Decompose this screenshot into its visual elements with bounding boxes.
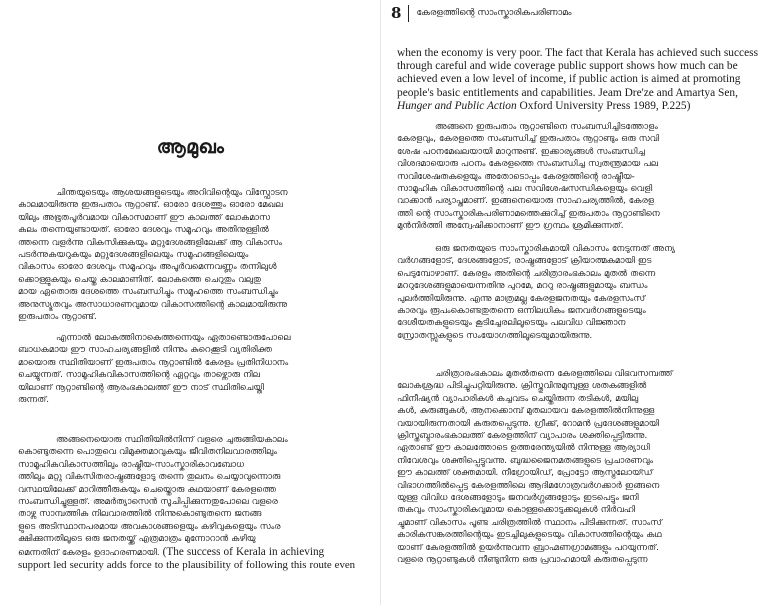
text-line: ഇരുപതാം നൂറ്റാണ്ട്.	[18, 312, 97, 323]
text-line: ത്തന്നെ വളർന്നു വികസിക്കുകയും മറ്റുദേശങ്ങളിലേക്ക് ആ വികാസം	[18, 237, 283, 248]
text-line: ചെയ്യുന്നത്. സാമൂഹികവികാസത്തിന്റെ ഏറ്റവും താഴ്ന്നൊരു നില	[18, 370, 260, 381]
text-line: മററുദേശങ്ങളുമായെന്നതിനു പുറമേ, മററു രാഷ്ട്രങ്ങളുമായും ബന്ധം	[397, 281, 648, 292]
text-line: അനുസ്യൂതവും അസാധാരണവുമായ വികാസത്തിന്റെ കാലമായിരുന്നു	[18, 299, 288, 310]
text-line: കൊണ്ടുതന്നെ പൊതുവെ വിമുക്തമാവുകയും ജീവിതനിലവാരത്തിലും	[18, 447, 277, 458]
text-line: ചരിത്രാരംഭകാലം മുതൽതന്നെ കേരളത്തിലെ വിഭവസമ്പത്ത്	[435, 369, 673, 379]
text-line: വർഗങ്ങളോട്, ദേശങ്ങളോട്, രാഷ്ട്രങ്ങളോട് ക്രിയാത്മകമായി ഇട	[397, 256, 652, 267]
text-line: ഏതാണ്ട് ഈ കാലത്തോടെ ഉത്തരേന്ത്യയിൽ നിന്നുള്ള ആര്യാധി	[397, 443, 650, 454]
page-title: ആമുഖം	[156, 136, 225, 158]
text-line: പുലർത്തിയിരുന്നു. എന്നു മാത്രമല്ല കേരളജനതയും കേരളസംസ്	[397, 293, 646, 304]
english-quote	[397, 47, 758, 113]
text-line: കാലമായിരുന്നു ഇരുപതാം നൂറ്റാണ്ട്. ഓരോ ദേശത്തും ഓരോ മേഖല	[18, 200, 283, 211]
text-line	[18, 546, 366, 559]
text-line: കൾ, കുരുങ്ങുകൾ, ആനക്കൊമ്പ് മുതലായവ കേരളത്തിൽനിന്നുള്ള	[397, 406, 655, 417]
text-line: ത്തി ന്റെ സാംസ്കാരികപരിണാമത്തെക്കുറിച്ച് ഇരുപതാം നൂറ്റാണ്ടിനെ	[397, 208, 660, 219]
text-line: കാരികസങ്കരത്തിന്റെയും ഇടച്ചിലുകളുടെയും വികാസത്തിന്റെയും കഥ	[397, 530, 662, 541]
text-fragment: മെന്നതിന് കേരളം ഉദാഹരണമായി.	[18, 547, 160, 558]
english-fragment: (The success of Kerala in achieving	[162, 545, 325, 558]
right-paragraph-2	[397, 243, 748, 342]
text-line: വളരെ നൂറ്റാണ്ടുകൾ നീണ്ടുനിന്ന ഒരു പ്രവാഹമായി കരുതപ്പെടുന്ന	[397, 555, 648, 566]
text-line: യുള്ള വിവിധ ദേശങ്ങളോടും ജനവർഗ്ഗങ്ങളോടും ഇടപെട്ടും ജനി	[397, 493, 639, 504]
text-line: വിശദമായൊരു പഠനം കേരളത്തെ സംബന്ധിച്ച സ്വതന്ത്രമായ പല	[397, 159, 659, 170]
right-page	[381, 0, 762, 605]
text-line: അങ്ങനെയൊരു സ്ഥിതിയിൽനിന്ന് വളരെ ചുരുങ്ങിയകാലം	[56, 435, 288, 445]
text-line: ഒരു ജനതയുടെ സാംസ്കാരികമായി വികാസം നേടുന്നത് അന്യ	[435, 244, 675, 254]
text-line: ഫിനീഷ്യൻ വ്യാപാരികൾ കച്ചവടം ചെയ്തിരുന്ന തടികൾ, മയിലു	[397, 393, 639, 404]
text-line: താഴ്ന്ന സാമ്പത്തിക നിലവാരത്തിൽ നിന്നുകൊണ്ടുതന്നെ ജനങ്ങ	[18, 509, 262, 520]
text-line: ലോകശ്രദ്ധ പിടിച്ചുപറ്റിയിരുന്നു. ക്രിസ്തുവിനുമുമ്പുള്ള ശതകങ്ങളിൽ	[397, 381, 647, 392]
text-line: ചിന്തയുടെയും ആശയങ്ങളുടെയും അറിവിന്റെയും വിസ്ഫോടന	[56, 188, 288, 198]
text-line: ത്തിലും മറ്റു വികസിതരാഷ്ട്രങ്ങളോടു തന്നെ തുലനം ചെയ്യാവുന്നൊരു	[18, 472, 281, 483]
text-line: ച്ചുമാണ് വികാസം പൂണ്ട ചരിത്രത്തിൽ സ്ഥാനം പിടിക്കുന്നത്. സാംസ്	[397, 517, 662, 528]
text-line: മുൻനിർത്തി അന്വേഷിക്കാനാണ് ഈ ഗ്രന്ഥം ശ്രമിക്കുന്നത്.	[397, 221, 624, 232]
running-head-title: കേരളത്തിന്റെ സാംസ്കാരികപരിണാമം	[416, 8, 572, 18]
text-line: അങ്ങനെ ഇരുപതാം നൂറ്റാണ്ടിനെ സംബന്ധിച്ചിടത്തോളം	[435, 122, 658, 132]
text-line: നിവേശവും ശക്തിപ്പെട്ടുവന്നു. ബുദ്ധജൈനമതങ്ങളുടെ പ്രചാരണവും	[397, 455, 654, 466]
text-line: സ്രോതസ്സുകളുടെ സംയോഗത്തിലൂടെയുമായിരുന്നു.	[397, 330, 593, 341]
text-line: ഈ കാലത്ത് ശക്തമായി. നീഗ്രോയിഡ്, പ്രോട്ടോ ആസ്ട്രലോയ്ഡ്	[397, 468, 653, 479]
page-number: 8	[391, 4, 402, 22]
text-line: കാരവും രൂപംകൊണ്ടതുതന്നെ ഒന്നിലധികം ജനവർഗങ്ങളുടെയും	[397, 306, 646, 317]
text-line: പെടുമ്പോഴാണ്. കേരളം അതിന്റെ ചരിത്രാരംഭകാലം മുതൽ തന്നെ	[397, 268, 656, 279]
text-line: ളുടെ അടിസ്ഥാനപരമായ അവകാശങ്ങളെയും കഴിവുകളെയും സംര	[18, 521, 281, 532]
publisher: Oxford University Press 1989, P.225)	[516, 99, 691, 112]
text-line: യാണ് കേരളത്തിൽ ഉയർന്നുവന്ന ബ്രാഹ്മണഗ്രാമങ്ങളും പറയുന്നത്.	[397, 542, 659, 553]
text-line: സംബന്ധിച്ചുള്ളത്. അമർത്യാസെൻ സൂചിപ്പിക്കുന്നതുപോലെ വളരെ	[18, 497, 278, 508]
text-line: ദേശീയതകളുടെയും കൂടിച്ചേരലിലൂടെയും പലവിധ വിജ്ഞാന	[397, 318, 626, 329]
text-line: വാക്കാൻ പര്യാപ്തമാണ്. ഇങ്ങനെയൊരു സാഹചര്യത്തിൽ, കേരള	[397, 196, 654, 207]
text-line: യിലാണ് നൂറ്റാണ്ടിന്റെ ആരംഭകാലത്ത് ഈ നാട് സ്ഥിതിചെയ്തി	[18, 382, 264, 393]
text-line: രുന്നത്.	[18, 395, 49, 406]
quote-line: people's basic entitlements and capabilities. Jeam Dre'ze and Amartya Sen,	[397, 86, 738, 99]
text-line: മായ ഏതൊരു ദേശത്തെ സംബന്ധിച്ചും സമൂഹത്തെ സംബന്ധിച്ചും	[18, 287, 279, 298]
text-line: ബാധകമായ ഈ സാഹചര്യങ്ങളിൽ നിന്നും കുറെക്കൂടി വ്യതിരിക്ത	[18, 345, 272, 356]
left-paragraph-2	[18, 332, 366, 406]
text-line: ക്കൊള്ളുകയും ചെയ്ത കാലമാണിത്. ലോകത്തെ ചെറുതും വലുതു	[18, 274, 261, 285]
right-paragraph-3	[397, 368, 748, 567]
quote-line: through careful and wide coverage public support shows how much can be	[397, 60, 738, 73]
text-line: വികാസം ഓരോ ദേശവും സമൂഹവും അപൂർവമെന്നവണ്ണം തന്നിലുൾ	[18, 262, 277, 273]
left-paragraph-1	[18, 187, 366, 323]
text-line: വസ്ഥയിലേക്ക് മാറിത്തീരുകയും ചെയ്തൊരു കഥയാണ് കേരളത്തെ	[18, 484, 277, 495]
text-line: ശേഷ പഠനമേഖലയായി മാറുന്നുണ്ട്. ഇക്കാര്യങ്ങൾ സംബന്ധിച്ച	[397, 146, 645, 157]
english-line: support led security adds force to the plausibility of following this route even	[18, 559, 356, 572]
text-line: വയായിരുന്നതായി കരുതപ്പെടുന്നു. ഗ്രീക്ക്, റോമൻ പ്രദേശങ്ങളുമായി	[397, 418, 659, 429]
text-line: സാമൂഹിക വികാസത്തിന്റെ പല സവിശേഷസന്ധികളെയും വെളി	[397, 184, 653, 195]
text-line: സവിശേഷതകളെയും അതോടൊപ്പം കേരളത്തിന്റെ രാഷ്ട്രീയ-	[397, 171, 635, 182]
text-line: എന്നാൽ ലോകത്തിനാകെത്തന്നെയും ഏതാണ്ടൊരുപോലെ	[56, 333, 291, 343]
text-line: സാമൂഹികവികാസത്തിലും രാഷ്ട്രീയ-സാംസ്കാരികാവബോധ	[18, 459, 244, 470]
quote-citation	[397, 100, 748, 113]
text-line: ക്രിസ്തബ്ദാരംഭകാലത്ത് കേരളത്തിന് വ്യാപാരം ശക്തിപ്പെട്ടിരുന്നു.	[397, 431, 648, 442]
book-title: Hunger and Public Action	[397, 99, 517, 112]
text-line: പടർന്നുകയറുകയും മറ്റുദേശങ്ങളിലെയും സമൂഹങ്ങളിലെയും	[18, 250, 249, 261]
text-line: കലം തന്നെയുണ്ടായത്. ഓരോ ദേശവും സമൂഹവും അതിനുള്ളിൽ	[18, 225, 269, 236]
text-line: കേരളവും, കേരളത്തെ സംബന്ധിച്ച് ഇരുപതാം നൂറ്റാണ്ടും ഒരു സവി	[397, 134, 660, 145]
text-line: ക്ഷിക്കുന്നതിലൂടെ ഒരു ജനതയ്ക്ക് എത്രമാത്രം മുന്നോറാൻ കഴിയു	[18, 534, 256, 545]
left-paragraph-3	[18, 434, 366, 571]
text-line: മായൊരു സ്ഥിതിയാണ് ഇരുപതാം നൂറ്റാണ്ടിൽ കേരളം പ്രതിനിധാനം	[18, 357, 289, 368]
text-line: യിലും അഭൂതപൂർവമായ വികാസമാണ് ഈ കാലത്ത് ലോകമാസ	[18, 212, 270, 223]
right-paragraph-1	[397, 121, 748, 233]
quote-line: achieved even a low level of income, if public action is aimed at promoting	[397, 73, 741, 86]
text-line: വിഭാഗത്തിൽപ്പെട്ട കേരളത്തിലെ ആദിമഗോത്രവർഗക്കാർ ഇങ്ങനെ	[397, 480, 660, 491]
header-divider	[408, 5, 409, 22]
text-line: തകവും സാംസ്കാരികവുമായ കൊള്ളക്കൊടുക്കലുകൾ നിർവഹി	[397, 505, 636, 516]
quote-line: when the economy is very poor. The fact that Kerala has achieved such success	[397, 47, 758, 59]
running-header	[391, 2, 572, 24]
